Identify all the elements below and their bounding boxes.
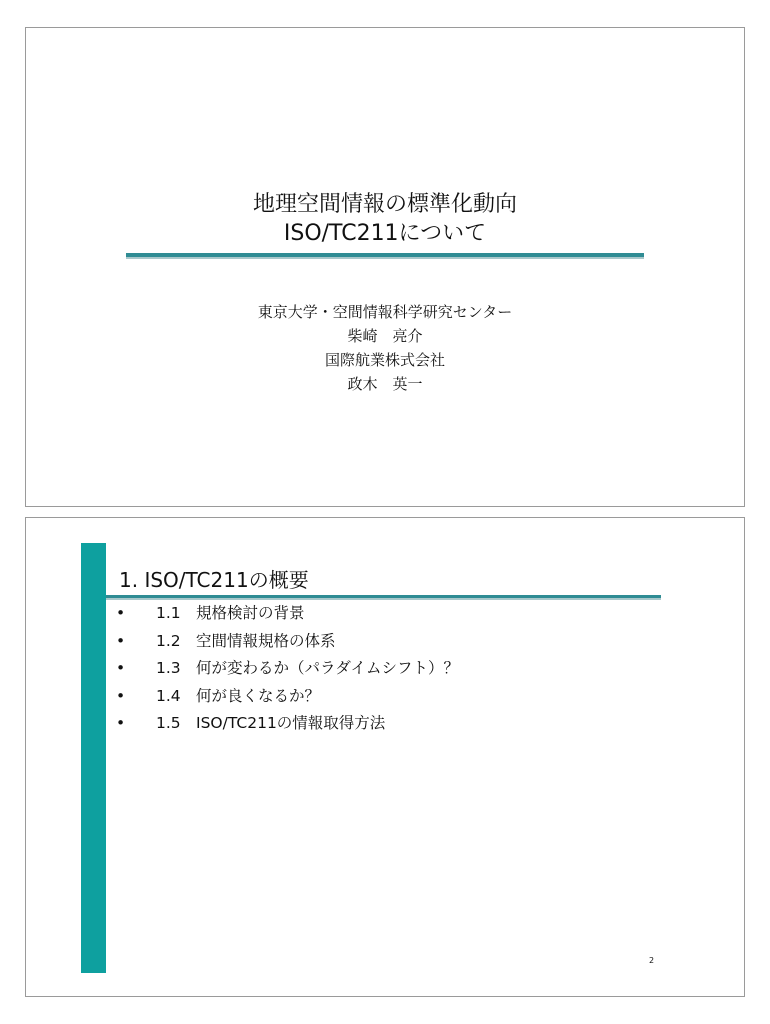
author-1: 柴崎 亮介 [347, 327, 423, 345]
item-number: 1.3 [156, 659, 181, 677]
title-divider [126, 253, 644, 257]
title-line-2: ISO/TC211について [283, 221, 487, 246]
item-number: 1.1 [156, 604, 181, 622]
item-text: 空間情報規格の体系 [196, 631, 336, 650]
item-text: 何が良くなるか？ [196, 686, 321, 705]
bullet-icon: • [116, 631, 126, 650]
list-item [116, 710, 459, 738]
overview-slide [25, 517, 745, 997]
item-text: 規格検討の背景 [196, 604, 305, 622]
item-number: 1.5 [156, 714, 181, 732]
title-line-1: 地理空間情報の標準化動向 [252, 192, 517, 217]
bullet-icon: • [116, 659, 126, 677]
affiliation-2: 国際航業株式会社 [324, 351, 445, 369]
topic-list [116, 600, 459, 738]
bullet-icon: • [116, 714, 126, 732]
affiliation-1: 東京大学・空間情報科学研究センター [257, 303, 513, 321]
list-item [116, 683, 459, 711]
author-2: 政木 英一 [347, 375, 423, 393]
author-block [26, 300, 744, 396]
item-number: 1.4 [156, 686, 181, 705]
section-divider [106, 595, 661, 598]
slide-title [26, 190, 744, 248]
accent-sidebar [81, 543, 106, 973]
item-text: ISO/TC211の情報取得方法 [196, 714, 386, 732]
list-item [116, 655, 459, 683]
list-item [116, 628, 459, 656]
title-slide [25, 27, 745, 507]
page-number: 2 [649, 956, 655, 965]
bullet-icon: • [116, 604, 126, 622]
list-item [116, 600, 459, 628]
item-number: 1.2 [156, 631, 181, 650]
bullet-icon: • [116, 686, 126, 705]
section-title: 1. ISO/TC211の概要 [119, 568, 309, 592]
item-text: 何が変わるか（パラダイムシフト）？ [196, 659, 460, 677]
